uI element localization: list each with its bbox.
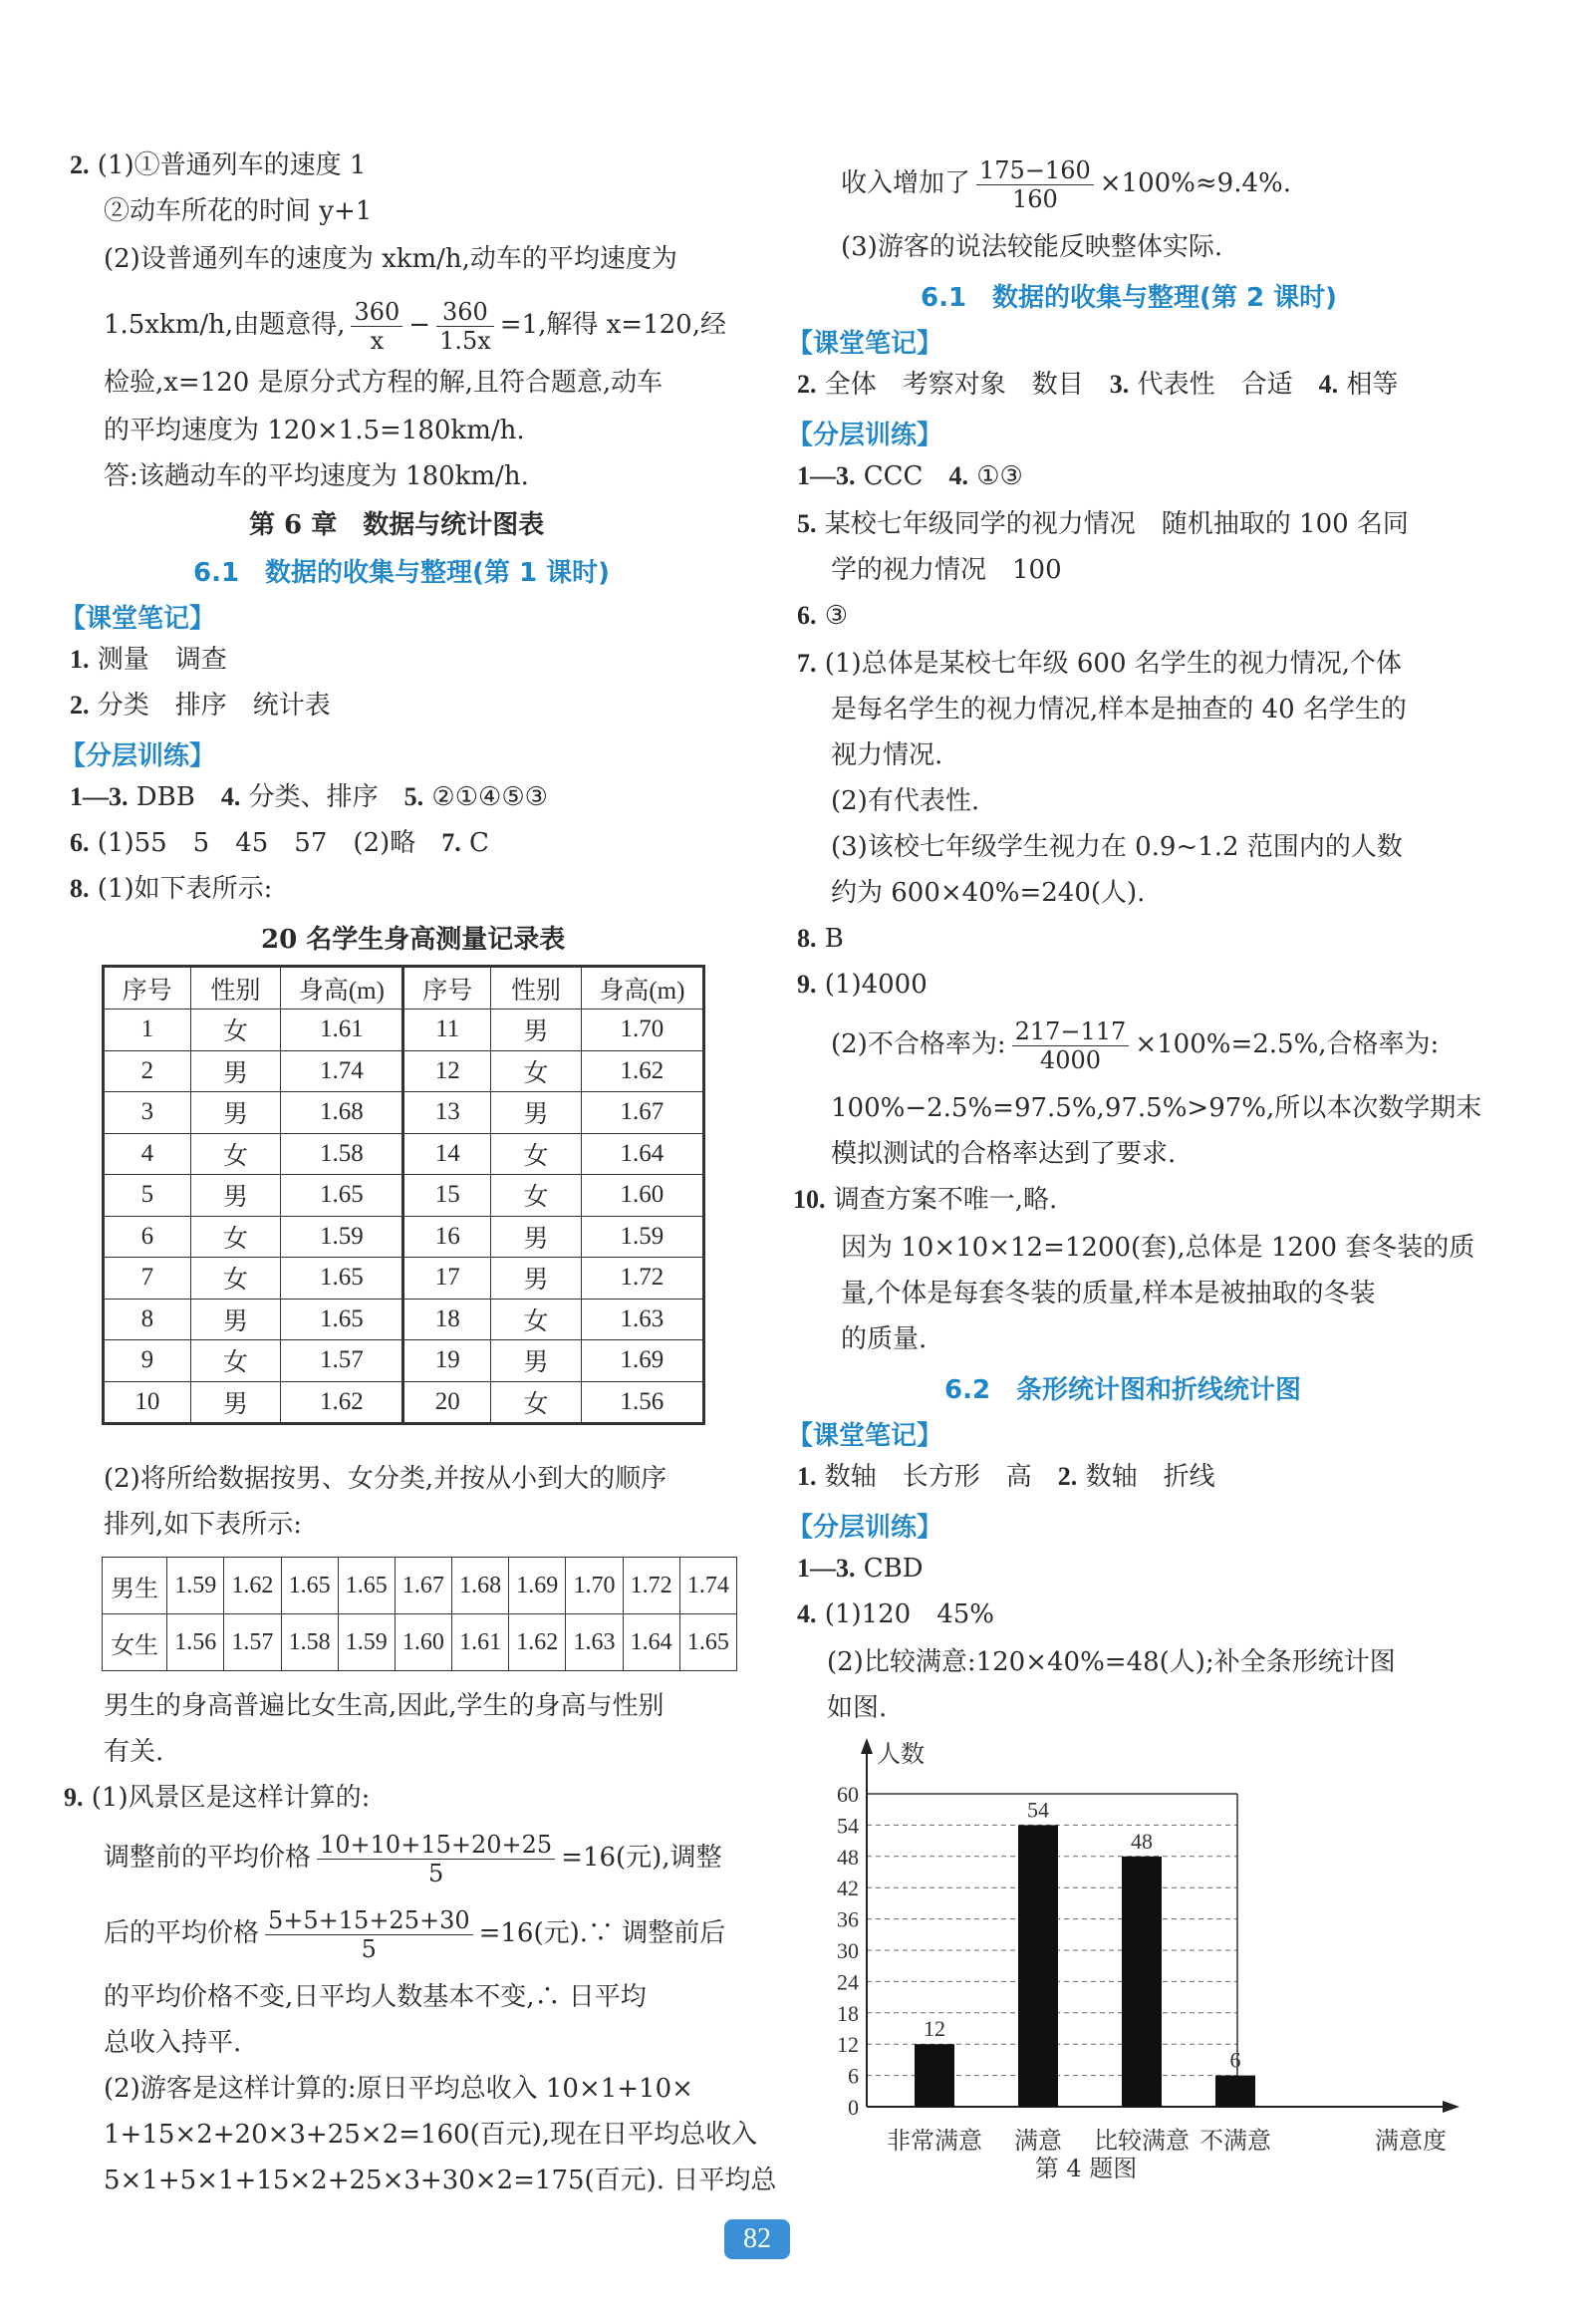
gender-value-cell: 1.70	[566, 1558, 623, 1614]
table-cell: 2	[104, 1050, 191, 1092]
r-answer-7a: 7. (1)总体是某校七年级 600 名学生的视力情况,个体	[797, 649, 1403, 679]
y-tick-label: 36	[837, 1906, 859, 1932]
table-cell: 1	[104, 1010, 191, 1051]
answer-9-line-h: 5×1+5×1+15×2+25×3+30×2=175(百元). 日平均总	[104, 2166, 777, 2195]
table-cell: 17	[403, 1258, 491, 1300]
gender-value-cell: 1.67	[395, 1558, 451, 1614]
answer-8-part2-line2: 排列,如下表所示:	[104, 1510, 303, 1540]
table-cell: 女	[190, 1010, 281, 1051]
table-cell: 1.64	[581, 1133, 703, 1175]
table-cell: 男	[491, 1340, 582, 1382]
q2-line-2: ②动车所花的时间 y+1	[104, 196, 373, 226]
training-heading: 【分层训练】	[60, 741, 216, 771]
table-cell: 男	[491, 1010, 582, 1051]
gender-value-cell: 1.65	[679, 1614, 736, 1671]
r-answer-7d: (2)有代表性.	[831, 786, 980, 816]
table-row	[104, 1216, 704, 1258]
r-answer-5a: 5. 某校七年级同学的视力情况 随机抽取的 100 名同	[797, 509, 1409, 539]
table-row	[104, 1299, 704, 1340]
table-cell: 男	[491, 1258, 582, 1300]
table-row	[104, 1381, 704, 1424]
bar-value-label: 48	[1131, 1828, 1153, 1854]
table-cell: 14	[403, 1133, 491, 1175]
bar	[915, 2044, 954, 2107]
r-answer-7b: 是每名学生的视力情况,样本是抽查的 40 名学生的	[831, 695, 1407, 724]
r-answer-7e: (3)该校七年级学生视力在 0.9~1.2 范围内的人数	[831, 832, 1403, 862]
y-tick-label: 12	[837, 2032, 859, 2058]
answer-8-conclusion-1: 男生的身高普遍比女生高,因此,学生的身高与性别	[104, 1691, 665, 1721]
section-title-6-1-part2: 6.1 数据的收集与整理(第 2 课时)	[921, 283, 1338, 313]
gender-value-cell: 1.72	[623, 1558, 679, 1614]
table-cell: 7	[104, 1258, 191, 1300]
table-row	[104, 1340, 704, 1382]
y-tick-label: 54	[837, 1813, 859, 1839]
x-tick-label: 不满意	[1199, 2127, 1271, 2155]
table-header-cell: 身高(m)	[281, 967, 403, 1010]
q2-line-3: (2)设普通列车的速度为 xkm/h,动车的平均速度为	[104, 244, 677, 274]
table-row	[104, 1175, 704, 1217]
table-header-cell: 序号	[104, 967, 191, 1010]
r-answer-10b: 因为 10×10×12=1200(套),总体是 1200 套冬装的质	[841, 1233, 1475, 1263]
class-notes-heading: 【课堂笔记】	[60, 604, 216, 634]
gender-value-cell: 1.59	[167, 1558, 224, 1614]
r-answer-10c: 量,个体是每套冬装的质量,样本是被抽取的冬装	[841, 1279, 1376, 1308]
x-axis-label: 满意度	[1375, 2127, 1447, 2155]
r-answer-9d: 模拟测试的合格率达到了要求.	[831, 1139, 1177, 1169]
table-cell: 女	[491, 1175, 582, 1217]
table-cell: 1.62	[281, 1381, 403, 1424]
table-header-cell: 序号	[403, 967, 491, 1010]
r-answer-7c: 视力情况.	[831, 740, 943, 770]
bar-value-label: 6	[1229, 2047, 1241, 2073]
gender-value-cell: 1.61	[452, 1614, 509, 1671]
table-cell: 男	[491, 1092, 582, 1134]
r-answer-5b: 学的视力情况 100	[831, 555, 1062, 585]
class-notes-heading-2: 【课堂笔记】	[787, 329, 943, 359]
fraction: $\frac{360}{x}$	[351, 298, 402, 355]
x-axis-arrow	[1443, 2101, 1460, 2113]
table-cell: 1.74	[281, 1050, 403, 1092]
bar-value-label: 12	[924, 2016, 945, 2042]
r-notes-2-4: 2. 全体 考察对象 数目 3. 代表性 合适 4. 相等	[797, 370, 1399, 400]
table-cell: 1.60	[581, 1175, 703, 1217]
r-answer-10: 10. 调查方案不唯一,略.	[793, 1185, 1058, 1215]
y-tick-label: 18	[837, 2000, 859, 2026]
bar	[1122, 1857, 1162, 2107]
y-tick-label: 0	[848, 2095, 859, 2120]
answer-9-line-d: 的平均价格不变,日平均人数基本不变,∴ 日平均	[104, 1982, 647, 2012]
gender-value-cell: 1.65	[281, 1558, 338, 1614]
answer-8: 8. (1)如下表所示:	[70, 874, 273, 904]
satisfaction-bar-chart	[817, 1732, 1464, 2180]
note-2: 2. 分类 排序 统计表	[70, 691, 331, 721]
x-tick-label: 比较满意	[1094, 2127, 1190, 2155]
gender-value-cell: 1.58	[281, 1614, 338, 1671]
bar-value-label: 54	[1027, 1797, 1049, 1823]
table-cell: 1.57	[281, 1340, 403, 1382]
table-cell: 1.63	[581, 1299, 703, 1340]
table-cell: 15	[403, 1175, 491, 1217]
table-cell: 1.68	[281, 1092, 403, 1134]
answer-9-line-e: 总收入持平.	[104, 2028, 242, 2058]
table-cell: 8	[104, 1299, 191, 1340]
section-title-6-1: 6.1 数据的收集与整理(第 1 课时)	[193, 558, 611, 588]
table-cell: 女	[491, 1299, 582, 1340]
r-6-2-answer-4b: (2)比较满意:120×40%=48(人);补全条形统计图	[827, 1647, 1396, 1677]
training-heading-3: 【分层训练】	[787, 1513, 943, 1543]
y-tick-label: 48	[837, 1844, 859, 1870]
table-cell: 1.70	[581, 1010, 703, 1051]
answer-9-after: 后的平均价格 $\frac{5+5+15+25+30}{5}$ =16(元).∵ 调整前后	[104, 1905, 726, 1963]
table-header-cell: 性别	[491, 967, 582, 1010]
table-cell: 1.69	[581, 1340, 703, 1382]
r-answer-6: 6. ③	[797, 601, 849, 631]
table-cell: 20	[403, 1381, 491, 1424]
table-header-cell: 性别	[190, 967, 281, 1010]
table-cell: 1.56	[581, 1381, 703, 1424]
table-cell: 9	[104, 1340, 191, 1382]
gender-sorted-table	[102, 1557, 737, 1671]
table-cell: 18	[403, 1299, 491, 1340]
bar	[1018, 1825, 1058, 2107]
table-row	[104, 1010, 704, 1051]
table-cell: 1.58	[281, 1133, 403, 1175]
gender-value-cell: 1.60	[395, 1614, 451, 1671]
table-cell: 1.65	[281, 1299, 403, 1340]
table-header-row	[104, 967, 704, 1010]
y-axis-arrow	[861, 1738, 873, 1754]
q2-line-4: 1.5xkm/h,由题意得, $\frac{360}{x}$ − $\frac{360}{1.5x}$ =1,解得 x=120,经	[104, 297, 726, 355]
table-cell: 男	[190, 1050, 281, 1092]
gender-row	[103, 1558, 737, 1614]
chapter-title: 第 6 章 数据与统计图表	[249, 510, 545, 540]
r-notes-6-2: 1. 数轴 长方形 高 2. 数轴 折线	[797, 1462, 1215, 1492]
table-cell: 11	[403, 1010, 491, 1051]
r-6-2-answer-4a: 4. (1)120 45%	[797, 1599, 995, 1629]
table-cell: 1.59	[581, 1216, 703, 1258]
table-cell: 10	[104, 1381, 191, 1424]
table-cell: 1.65	[281, 1258, 403, 1300]
training-heading-2: 【分层训练】	[787, 421, 943, 450]
fraction: $\frac{175-160}{160}$	[976, 156, 1094, 213]
gender-row	[103, 1614, 737, 1671]
table-cell: 1.61	[281, 1010, 403, 1051]
table-cell: 13	[403, 1092, 491, 1134]
gender-value-cell: 1.64	[623, 1614, 679, 1671]
section-title-6-2: 6.2 条形统计图和折线统计图	[944, 1375, 1302, 1405]
table-cell: 1.59	[281, 1216, 403, 1258]
fraction: $\frac{10+10+15+20+25}{5}$	[317, 1831, 555, 1887]
r-answer-9: 9. (1)4000	[797, 970, 928, 1000]
table-cell: 4	[104, 1133, 191, 1175]
y-tick-label: 6	[848, 2063, 859, 2089]
page-number: 82	[724, 2219, 790, 2259]
gender-label-cell: 男生	[103, 1558, 167, 1614]
table-cell: 1.62	[581, 1050, 703, 1092]
fraction: $\frac{5+5+15+25+30}{5}$	[265, 1906, 473, 1963]
table-row	[104, 1092, 704, 1134]
r-answer-9-rate: (2)不合格率为: $\frac{217-117}{4000}$ ×100%=2.5%,合格率为:	[831, 1016, 1440, 1074]
r-answer-1-4: 1—3. CCC 4. ①③	[797, 461, 1023, 491]
table-row	[104, 1050, 704, 1092]
gender-value-cell: 1.65	[338, 1558, 395, 1614]
table-cell: 女	[491, 1381, 582, 1424]
answer-8-conclusion-2: 有关.	[104, 1737, 164, 1767]
gender-value-cell: 1.69	[509, 1558, 566, 1614]
answer-9-before: 调整前的平均价格 $\frac{10+10+15+20+25}{5}$ =16(元),调整	[104, 1830, 722, 1887]
gender-value-cell: 1.62	[224, 1558, 281, 1614]
answer-8-part2-line1: (2)将所给数据按男、女分类,并按从小到大的顺序	[104, 1464, 667, 1494]
x-tick-label: 非常满意	[887, 2127, 982, 2155]
table-cell: 1.67	[581, 1092, 703, 1134]
gender-value-cell: 1.59	[338, 1614, 395, 1671]
table-header-cell: 身高(m)	[581, 967, 703, 1010]
chart-caption: 第 4 题图	[1034, 2155, 1138, 2180]
table-cell: 6	[104, 1216, 191, 1258]
gender-value-cell: 1.74	[679, 1558, 736, 1614]
y-tick-label: 24	[837, 1969, 859, 1995]
gender-value-cell: 1.63	[566, 1614, 623, 1671]
table-cell: 男	[491, 1216, 582, 1258]
x-tick-label: 满意	[1014, 2127, 1062, 2155]
fraction: $\frac{360}{1.5x}$	[436, 298, 494, 355]
table-title: 20 名学生身高测量记录表	[261, 925, 566, 955]
table-row	[104, 1133, 704, 1175]
table-cell: 男	[190, 1381, 281, 1424]
r-6-2-answer-1-3: 1—3. CBD	[797, 1554, 924, 1584]
table-cell: 12	[403, 1050, 491, 1092]
table-cell: 3	[104, 1092, 191, 1134]
table-cell: 19	[403, 1340, 491, 1382]
r-answer-10d: 的质量.	[841, 1324, 928, 1354]
answer-9-line-f: (2)游客是这样计算的:原日平均总收入 10×1+10×	[104, 2074, 693, 2104]
table-cell: 男	[190, 1299, 281, 1340]
table-cell: 16	[403, 1216, 491, 1258]
r-answer-9c: 100%−2.5%=97.5%,97.5%>97%,所以本次数学期末	[831, 1093, 1482, 1123]
answer-6-7: 6. (1)55 5 45 57 (2)略 7. C	[70, 828, 489, 858]
table-cell: 1.72	[581, 1258, 703, 1300]
r-answer-7f: 约为 600×40%=240(人).	[831, 878, 1146, 908]
table-cell: 5	[104, 1175, 191, 1217]
y-tick-label: 42	[837, 1876, 859, 1901]
answer-1-5: 1—3. DBB 4. 分类、排序 5. ②①④⑤③	[70, 782, 548, 812]
table-cell: 女	[190, 1340, 281, 1382]
table-cell: 女	[190, 1216, 281, 1258]
gender-value-cell: 1.56	[167, 1614, 224, 1671]
table-cell: 女	[190, 1133, 281, 1175]
q2-line-6: 的平均速度为 120×1.5=180km/h.	[104, 416, 525, 445]
table-cell: 男	[190, 1092, 281, 1134]
y-tick-label: 60	[837, 1782, 859, 1807]
note-1: 1. 测量 调查	[70, 645, 227, 675]
gender-value-cell: 1.57	[224, 1614, 281, 1671]
r-6-2-answer-4c: 如图.	[827, 1693, 888, 1723]
r-answer-8: 8. B	[797, 924, 844, 954]
table-cell: 女	[190, 1258, 281, 1300]
gender-value-cell: 1.68	[452, 1558, 509, 1614]
y-tick-label: 30	[837, 1938, 859, 1963]
q2-line-1: 2. (1)①普通列车的速度 1	[70, 150, 367, 180]
table-cell: 男	[190, 1175, 281, 1217]
r-income-line: 收入增加了 $\frac{175-160}{160}$ ×100%≈9.4%.	[841, 155, 1291, 213]
table-row	[104, 1258, 704, 1300]
q2-line-5: 检验,x=120 是原分式方程的解,且符合题意,动车	[104, 368, 664, 398]
class-notes-heading-3: 【课堂笔记】	[787, 1421, 943, 1451]
r-line-3: (3)游客的说法较能反映整体实际.	[841, 232, 1223, 262]
gender-value-cell: 1.62	[509, 1614, 566, 1671]
q2-line-7: 答:该趟动车的平均速度为 180km/h.	[104, 461, 529, 491]
table-cell: 女	[491, 1133, 582, 1175]
fraction: $\frac{217-117}{4000}$	[1012, 1017, 1130, 1074]
height-record-table	[102, 965, 705, 1425]
y-axis-label: 人数	[877, 1740, 925, 1768]
table-cell: 女	[491, 1050, 582, 1092]
answer-9-line-g: 1+15×2+20×3+25×2=160(百元),现在日平均总收入	[104, 2120, 758, 2150]
bar	[1215, 2076, 1255, 2107]
answer-9: 9. (1)风景区是这样计算的:	[64, 1783, 371, 1813]
gender-label-cell: 女生	[103, 1614, 167, 1671]
table-cell: 1.65	[281, 1175, 403, 1217]
